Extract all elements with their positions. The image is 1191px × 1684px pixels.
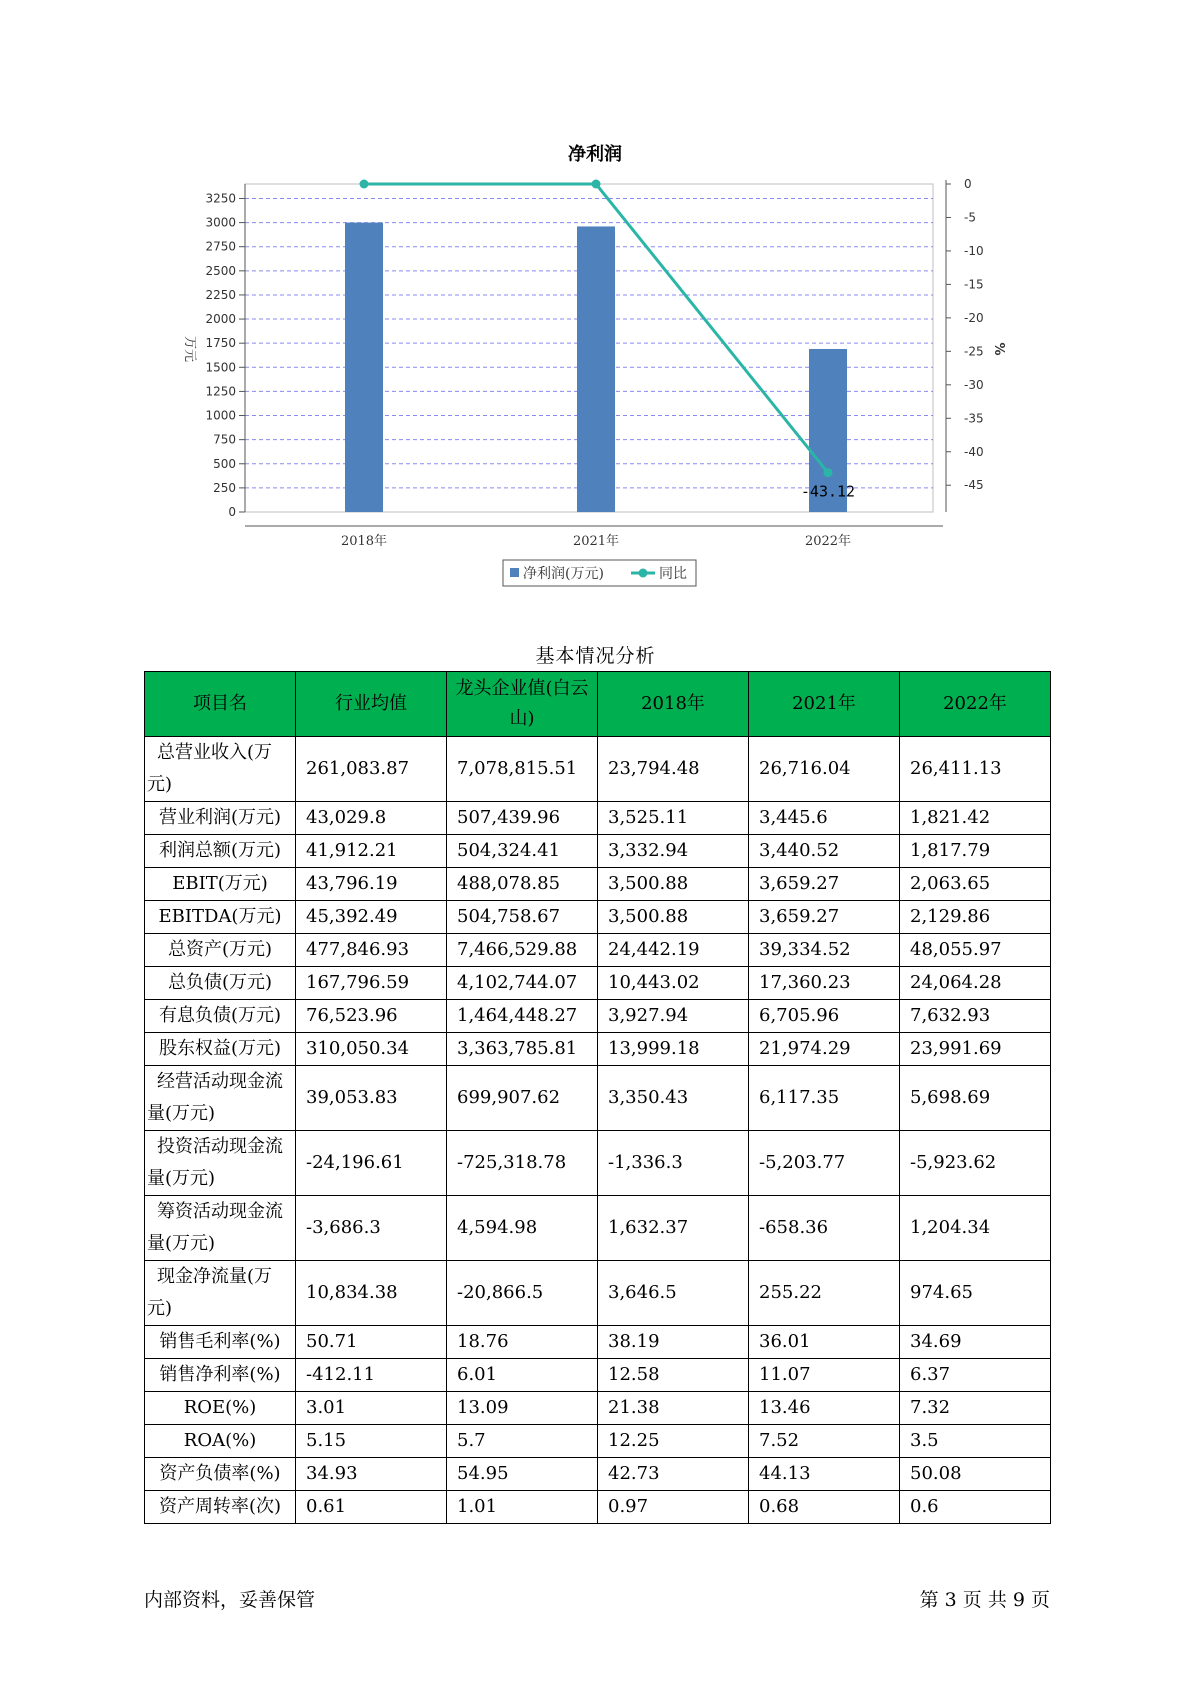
- left-tick-label: 250: [213, 480, 236, 495]
- left-tick-label: 3250: [205, 191, 236, 206]
- value-cell: 974.65: [900, 1261, 1051, 1326]
- row-label-cell: 有息负债(万元): [145, 1000, 296, 1033]
- right-tick-label: -20: [964, 310, 984, 325]
- value-cell: 5,698.69: [900, 1066, 1051, 1131]
- table-row: [145, 737, 1051, 802]
- value-cell: 1.01: [447, 1491, 598, 1524]
- value-cell: 7,632.93: [900, 1000, 1051, 1033]
- right-tick-label: 0: [964, 177, 972, 191]
- legend-line-label: 同比: [659, 566, 687, 582]
- left-tick-label: 2500: [205, 263, 236, 278]
- table-row: [145, 1491, 1051, 1524]
- right-tick-label: -10: [964, 243, 984, 258]
- left-tick-label: 2250: [205, 287, 236, 302]
- table-row: [145, 1131, 1051, 1196]
- value-cell: 2,129.86: [900, 901, 1051, 934]
- point-yoy: [592, 180, 601, 189]
- value-cell: 699,907.62: [447, 1066, 598, 1131]
- value-cell: -412.11: [296, 1359, 447, 1392]
- left-tick-label: 0: [228, 505, 236, 519]
- value-cell: -24,196.61: [296, 1131, 447, 1196]
- table-row: [145, 901, 1051, 934]
- table-row: [145, 967, 1051, 1000]
- table-row: [145, 1261, 1051, 1326]
- value-cell: 0.68: [749, 1491, 900, 1524]
- value-cell: 44.13: [749, 1458, 900, 1491]
- point-yoy: [360, 180, 369, 189]
- value-cell: 50.71: [296, 1326, 447, 1359]
- left-tick-label: 3000: [205, 215, 236, 230]
- right-tick-label: -30: [964, 377, 984, 392]
- value-cell: 76,523.96: [296, 1000, 447, 1033]
- value-cell: 3,500.88: [598, 901, 749, 934]
- value-cell: 24,064.28: [900, 967, 1051, 1000]
- value-cell: 0.97: [598, 1491, 749, 1524]
- left-tick-label: 2000: [205, 312, 236, 327]
- row-label-cell: 销售净利率(%): [145, 1359, 296, 1392]
- value-cell: 5.7: [447, 1425, 598, 1458]
- row-label-cell: 总营业收入(万元): [145, 737, 296, 802]
- value-cell: 4,594.98: [447, 1196, 598, 1261]
- value-cell: 0.6: [900, 1491, 1051, 1524]
- value-cell: 12.25: [598, 1425, 749, 1458]
- value-cell: 6,117.35: [749, 1066, 900, 1131]
- header-leader-value: 龙头企业值(白云山): [447, 672, 598, 737]
- value-cell: 1,204.34: [900, 1196, 1051, 1261]
- value-cell: 3,927.94: [598, 1000, 749, 1033]
- value-cell: 3,363,785.81: [447, 1033, 598, 1066]
- header-item-name: 项目名: [145, 672, 296, 737]
- table-row: [145, 1066, 1051, 1131]
- value-cell: 7.32: [900, 1392, 1051, 1425]
- value-cell: 1,821.42: [900, 802, 1051, 835]
- chart-title: 净利润: [568, 144, 622, 165]
- table-row: [145, 1326, 1051, 1359]
- net-profit-chart: [0, 0, 1191, 600]
- value-cell: 1,632.37: [598, 1196, 749, 1261]
- value-cell: 18.76: [447, 1326, 598, 1359]
- value-cell: 5.15: [296, 1425, 447, 1458]
- value-cell: 3.01: [296, 1392, 447, 1425]
- left-tick-label: 1750: [205, 336, 236, 351]
- value-cell: 26,411.13: [900, 737, 1051, 802]
- value-cell: 34.69: [900, 1326, 1051, 1359]
- value-cell: 3,445.6: [749, 802, 900, 835]
- row-label-cell: 销售毛利率(%): [145, 1326, 296, 1359]
- bar-net-profit: [345, 223, 383, 512]
- value-cell: -20,866.5: [447, 1261, 598, 1326]
- value-cell: 42.73: [598, 1458, 749, 1491]
- row-label-cell: 现金净流量(万元): [145, 1261, 296, 1326]
- value-cell: 10,834.38: [296, 1261, 447, 1326]
- value-cell: 48,055.97: [900, 934, 1051, 967]
- row-label-cell: 利润总额(万元): [145, 835, 296, 868]
- row-label-cell: 总负债(万元): [145, 967, 296, 1000]
- row-label-cell: 营业利润(万元): [145, 802, 296, 835]
- table-row: [145, 1196, 1051, 1261]
- table-body: [145, 737, 1051, 1524]
- footer-page-number: 第 3 页 共 9 页: [919, 1589, 1050, 1611]
- left-tick-label: 2750: [205, 239, 236, 254]
- chart-svg: [0, 0, 1191, 600]
- value-cell: 477,846.93: [296, 934, 447, 967]
- right-axis-title: %: [991, 342, 1006, 356]
- value-cell: 3,500.88: [598, 868, 749, 901]
- value-cell: 10,443.02: [598, 967, 749, 1000]
- value-cell: 3,525.11: [598, 802, 749, 835]
- table-row: [145, 868, 1051, 901]
- value-cell: 6,705.96: [749, 1000, 900, 1033]
- value-cell: 36.01: [749, 1326, 900, 1359]
- table-row: [145, 1425, 1051, 1458]
- value-cell: 1,464,448.27: [447, 1000, 598, 1033]
- value-cell: 13.46: [749, 1392, 900, 1425]
- value-cell: -5,203.77: [749, 1131, 900, 1196]
- table-header-row: [145, 672, 1051, 737]
- value-cell: 13,999.18: [598, 1033, 749, 1066]
- value-cell: 24,442.19: [598, 934, 749, 967]
- row-label-cell: 资产周转率(次): [145, 1491, 296, 1524]
- right-tick-label: -25: [964, 344, 984, 359]
- data-label-yoy: -43.12: [800, 482, 856, 501]
- value-cell: -658.36: [749, 1196, 900, 1261]
- row-label-cell: 筹资活动现金流量(万元): [145, 1196, 296, 1261]
- table-row: [145, 1458, 1051, 1491]
- right-tick-label: -45: [964, 478, 984, 493]
- value-cell: 7,078,815.51: [447, 737, 598, 802]
- left-tick-label: 750: [213, 432, 236, 447]
- value-cell: 507,439.96: [447, 802, 598, 835]
- value-cell: 2,063.65: [900, 868, 1051, 901]
- value-cell: 12.58: [598, 1359, 749, 1392]
- row-label-cell: 投资活动现金流量(万元): [145, 1131, 296, 1196]
- value-cell: 310,050.34: [296, 1033, 447, 1066]
- value-cell: 3,440.52: [749, 835, 900, 868]
- x-tick-label: 2022年: [804, 534, 852, 549]
- value-cell: 1,817.79: [900, 835, 1051, 868]
- legend-bar-label: 净利润(万元): [523, 566, 604, 582]
- row-label-cell: 股东权益(万元): [145, 1033, 296, 1066]
- right-tick-label: -40: [964, 444, 984, 459]
- value-cell: 3.5: [900, 1425, 1051, 1458]
- value-cell: 38.19: [598, 1326, 749, 1359]
- value-cell: 23,991.69: [900, 1033, 1051, 1066]
- right-tick-label: -15: [964, 277, 984, 292]
- value-cell: -1,336.3: [598, 1131, 749, 1196]
- value-cell: 43,029.8: [296, 802, 447, 835]
- value-cell: 0.61: [296, 1491, 447, 1524]
- header-2021: 2021年: [749, 672, 900, 737]
- left-tick-label: 1000: [205, 408, 236, 423]
- value-cell: 504,758.67: [447, 901, 598, 934]
- value-cell: -5,923.62: [900, 1131, 1051, 1196]
- footer-confidential-note: 内部资料，妥善保管: [144, 1589, 316, 1611]
- value-cell: 3,646.5: [598, 1261, 749, 1326]
- legend-bar-swatch: [510, 568, 519, 577]
- value-cell: 6.37: [900, 1359, 1051, 1392]
- value-cell: 255.22: [749, 1261, 900, 1326]
- table-row: [145, 934, 1051, 967]
- value-cell: 34.93: [296, 1458, 447, 1491]
- table-row: [145, 1359, 1051, 1392]
- value-cell: 7,466,529.88: [447, 934, 598, 967]
- bar-net-profit: [577, 226, 615, 512]
- value-cell: -3,686.3: [296, 1196, 447, 1261]
- value-cell: 13.09: [447, 1392, 598, 1425]
- right-tick-label: -5: [964, 210, 976, 225]
- row-label-cell: ROA(%): [145, 1425, 296, 1458]
- header-2022: 2022年: [900, 672, 1051, 737]
- value-cell: 21,974.29: [749, 1033, 900, 1066]
- basic-analysis-table: [144, 671, 1051, 1524]
- value-cell: 7.52: [749, 1425, 900, 1458]
- value-cell: 43,796.19: [296, 868, 447, 901]
- value-cell: -725,318.78: [447, 1131, 598, 1196]
- value-cell: 45,392.49: [296, 901, 447, 934]
- table-row: [145, 835, 1051, 868]
- right-tick-label: -35: [964, 411, 984, 426]
- left-tick-label: 1250: [205, 384, 236, 399]
- left-axis-title: 万元: [182, 335, 197, 363]
- table-row: [145, 1392, 1051, 1425]
- value-cell: 21.38: [598, 1392, 749, 1425]
- value-cell: 23,794.48: [598, 737, 749, 802]
- value-cell: 488,078.85: [447, 868, 598, 901]
- table-caption: 基本情况分析: [535, 645, 656, 667]
- legend-line-marker: [639, 569, 648, 578]
- value-cell: 50.08: [900, 1458, 1051, 1491]
- row-label-cell: ROE(%): [145, 1392, 296, 1425]
- value-cell: 4,102,744.07: [447, 967, 598, 1000]
- table-row: [145, 1033, 1051, 1066]
- value-cell: 41,912.21: [296, 835, 447, 868]
- value-cell: 6.01: [447, 1359, 598, 1392]
- value-cell: 3,332.94: [598, 835, 749, 868]
- row-label-cell: EBIT(万元): [145, 868, 296, 901]
- x-tick-label: 2021年: [572, 534, 620, 549]
- table-row: [145, 1000, 1051, 1033]
- left-tick-label: 500: [213, 456, 236, 471]
- value-cell: 39,053.83: [296, 1066, 447, 1131]
- value-cell: 17,360.23: [749, 967, 900, 1000]
- row-label-cell: 经营活动现金流量(万元): [145, 1066, 296, 1131]
- row-label-cell: 总资产(万元): [145, 934, 296, 967]
- table-row: [145, 802, 1051, 835]
- left-tick-label: 1500: [205, 360, 236, 375]
- value-cell: 167,796.59: [296, 967, 447, 1000]
- x-tick-label: 2018年: [340, 534, 388, 549]
- value-cell: 26,716.04: [749, 737, 900, 802]
- value-cell: 54.95: [447, 1458, 598, 1491]
- header-industry-avg: 行业均值: [296, 672, 447, 737]
- header-2018: 2018年: [598, 672, 749, 737]
- value-cell: 504,324.41: [447, 835, 598, 868]
- point-yoy: [824, 468, 833, 477]
- value-cell: 3,659.27: [749, 901, 900, 934]
- value-cell: 39,334.52: [749, 934, 900, 967]
- row-label-cell: 资产负债率(%): [145, 1458, 296, 1491]
- value-cell: 11.07: [749, 1359, 900, 1392]
- value-cell: 261,083.87: [296, 737, 447, 802]
- value-cell: 3,350.43: [598, 1066, 749, 1131]
- value-cell: 3,659.27: [749, 868, 900, 901]
- row-label-cell: EBITDA(万元): [145, 901, 296, 934]
